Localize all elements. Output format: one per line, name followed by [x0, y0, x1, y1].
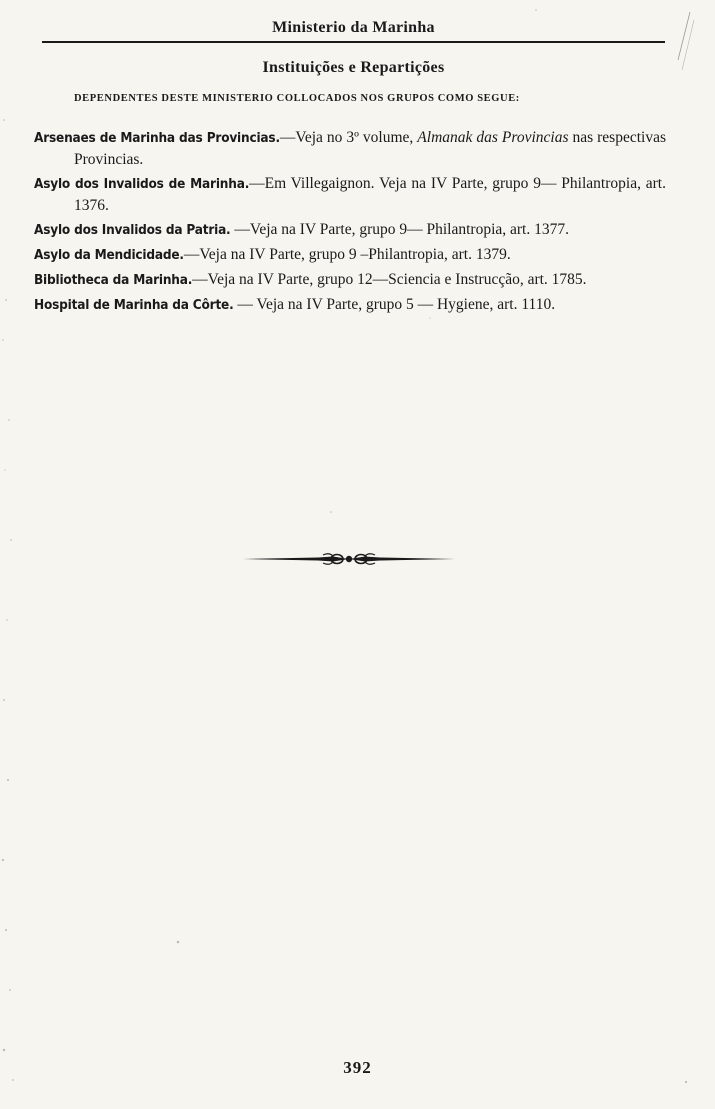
- entry-asylo-invalidos-marinha: [34, 173, 666, 216]
- entry-name: Bibliotheca da Marinha.: [34, 272, 193, 288]
- entry-name: Asylo dos Invalidos da Patria.: [34, 222, 231, 238]
- entry-bibliotheca-marinha: [34, 269, 666, 291]
- section-title: Instituições e Repartições: [262, 59, 445, 76]
- entry-text: —Em Villegaignon. Veja na IV Parte, grupo 9— Philantropia, art. 1376.: [74, 175, 666, 214]
- entry-text: — Veja na IV Parte, grupo 5 — Hygiene, art. 1110.: [233, 296, 556, 313]
- ornamental-rule-icon: [243, 548, 455, 570]
- entry-text: —Veja na IV Parte, grupo 9— Philantropia, art. 1377.: [230, 221, 569, 238]
- entry-text: nas respectivas Provincias.: [74, 129, 666, 168]
- entry-name: Asylo da Mendicidade.: [34, 247, 184, 263]
- entry-hospital-marinha: [34, 294, 666, 316]
- running-head: Ministerio da Marinha: [272, 19, 435, 36]
- entry-italic-text: Almanak das Provincias: [417, 129, 569, 146]
- entry-text: —Veja na IV Parte, grupo 9 –Philantropia, art. 1379.: [183, 246, 511, 263]
- entry-arsenaes: [34, 127, 666, 170]
- entry-name: Asylo dos Invalidos de Marinha.: [34, 176, 250, 192]
- header-rule: [42, 41, 665, 43]
- entry-text: —Veja na IV Parte, grupo 12—Sciencia e Instrucção, art. 1785.: [192, 271, 587, 288]
- entry-asylo-invalidos-patria: [34, 219, 666, 241]
- entry-asylo-mendicidade: [34, 244, 666, 266]
- entry-text: —Veja no 3º volume,: [279, 129, 418, 146]
- page-number: 392: [343, 1058, 372, 1077]
- entry-name: Hospital de Marinha da Côrte.: [34, 297, 234, 313]
- entry-name: Arsenaes de Marinha das Provincias.: [34, 130, 280, 146]
- section-subtitle: DEPENDENTES DESTE MINISTERIO COLLOCADOS NOS GRUPOS COMO SEGUE:: [74, 93, 520, 104]
- entries-list: [34, 127, 666, 319]
